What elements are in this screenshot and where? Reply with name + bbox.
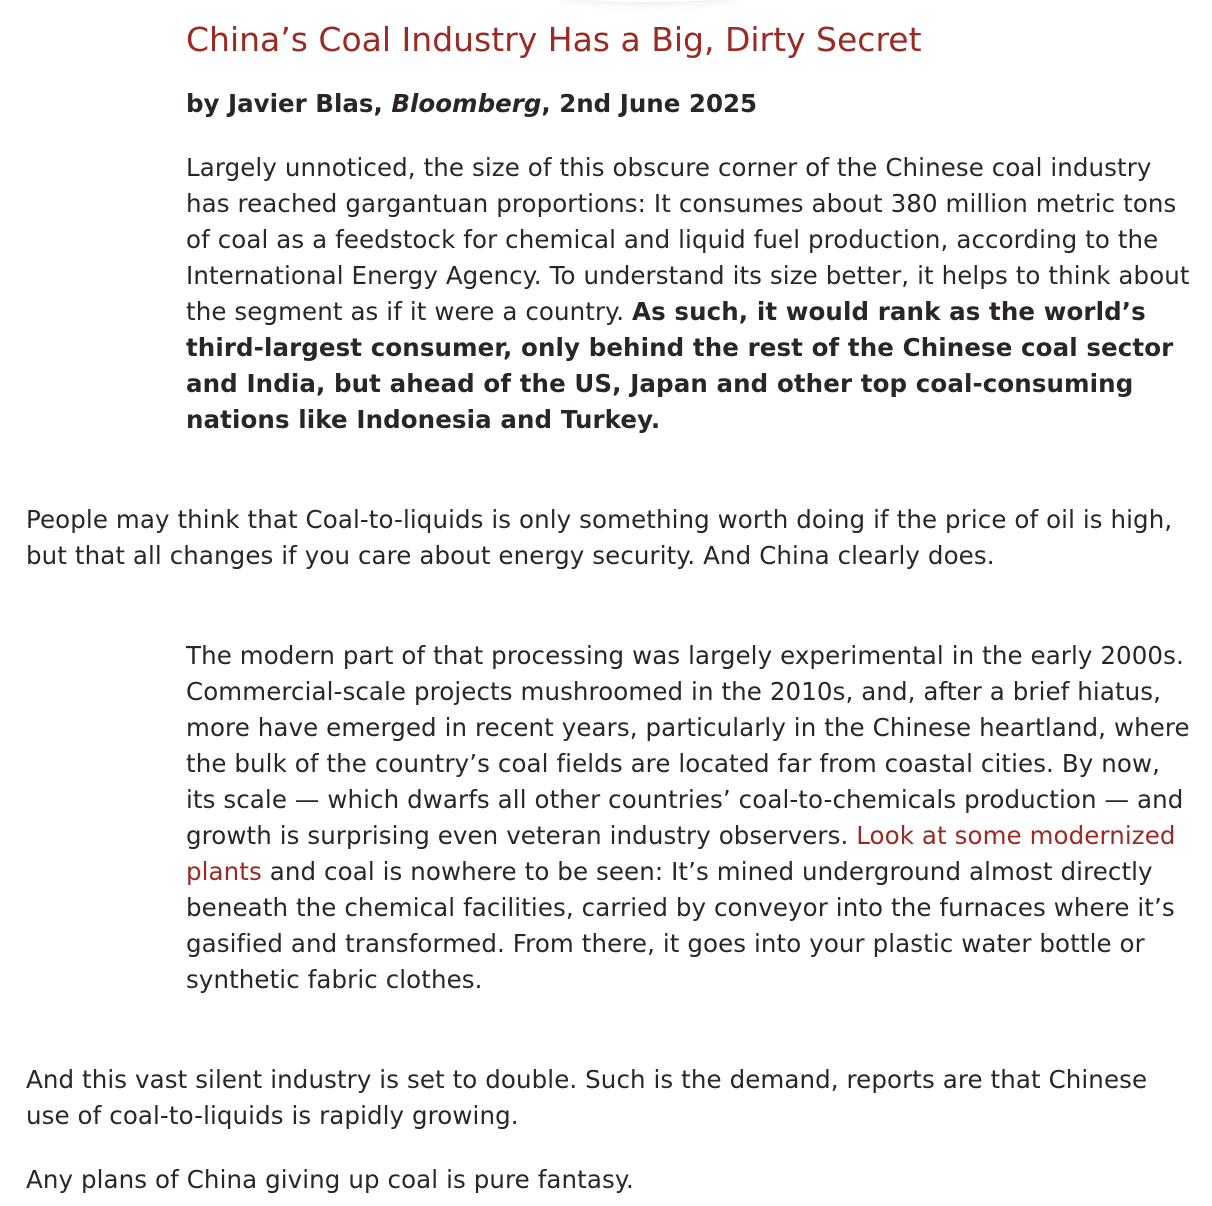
quote-2-text-before: The modern part of that processing was largely experimental in the early 2000s. Commercial-scale projects mushroomed in the 2010s, and, after a brief hiatus, more have emerged in recent years, particularly in the Chinese heartland, where the bulk of the country’s coal fields are located far from coastal cities. By now, its scale — which dwarfs all other countries’ coal-to-chemicals production — and growth is surprising even veteran industry observers. <box>186 641 1190 850</box>
commentary-paragraph-3: Any plans of China giving up coal is pure fantasy. <box>26 1165 634 1194</box>
top-shadow-decoration <box>560 0 740 2</box>
quote-1-text: Largely unnoticed, the size of this obscure corner of the Chinese coal industry has reached gargantuan proportions: It consumes about 380 million metric tons of coal as a feedstock for chemical and liquid fuel production, according to the International Energy Agency. To understand its size better, it helps to think about the segment as if it were a country. <box>186 153 1190 326</box>
modernized-plants-link[interactable]: Look at some modernized plants <box>186 821 1176 886</box>
article-byline <box>186 86 757 122</box>
quote-2-text-after: and coal is nowhere to be seen: It’s mined underground almost directly beneath the chemical facilities, carried by conveyor into the furnaces where it’s gasified and transformed. From there, it goes into your plastic water bottle or synthetic fabric clothes. <box>186 857 1175 994</box>
commentary-paragraph-2: And this vast silent industry is set to double. Such is the demand, reports are that Chinese use of coal-to-liquids is rapidly growing. <box>26 1065 1148 1130</box>
byline-author: by Javier Blas, <box>186 89 392 118</box>
byline-date: , 2nd June 2025 <box>541 89 758 118</box>
byline-source: Bloomberg <box>391 89 542 118</box>
commentary-paragraph-1: People may think that Coal-to-liquids is only something worth doing if the price of oil is high, but that all changes if you care about energy security. And China clearly does. <box>26 505 1173 570</box>
quote-1-bold-text: As such, it would rank as the world’s third-largest consumer, only behind the rest of the Chinese coal sector and India, but ahead of the US, Japan and other top coal-consuming nations like Indonesia and Turkey. <box>186 297 1174 434</box>
article-title: China’s Coal Industry Has a Big, Dirty Secret <box>186 20 922 59</box>
quote-block-2 <box>186 638 1196 998</box>
quote-block-1 <box>186 150 1196 438</box>
